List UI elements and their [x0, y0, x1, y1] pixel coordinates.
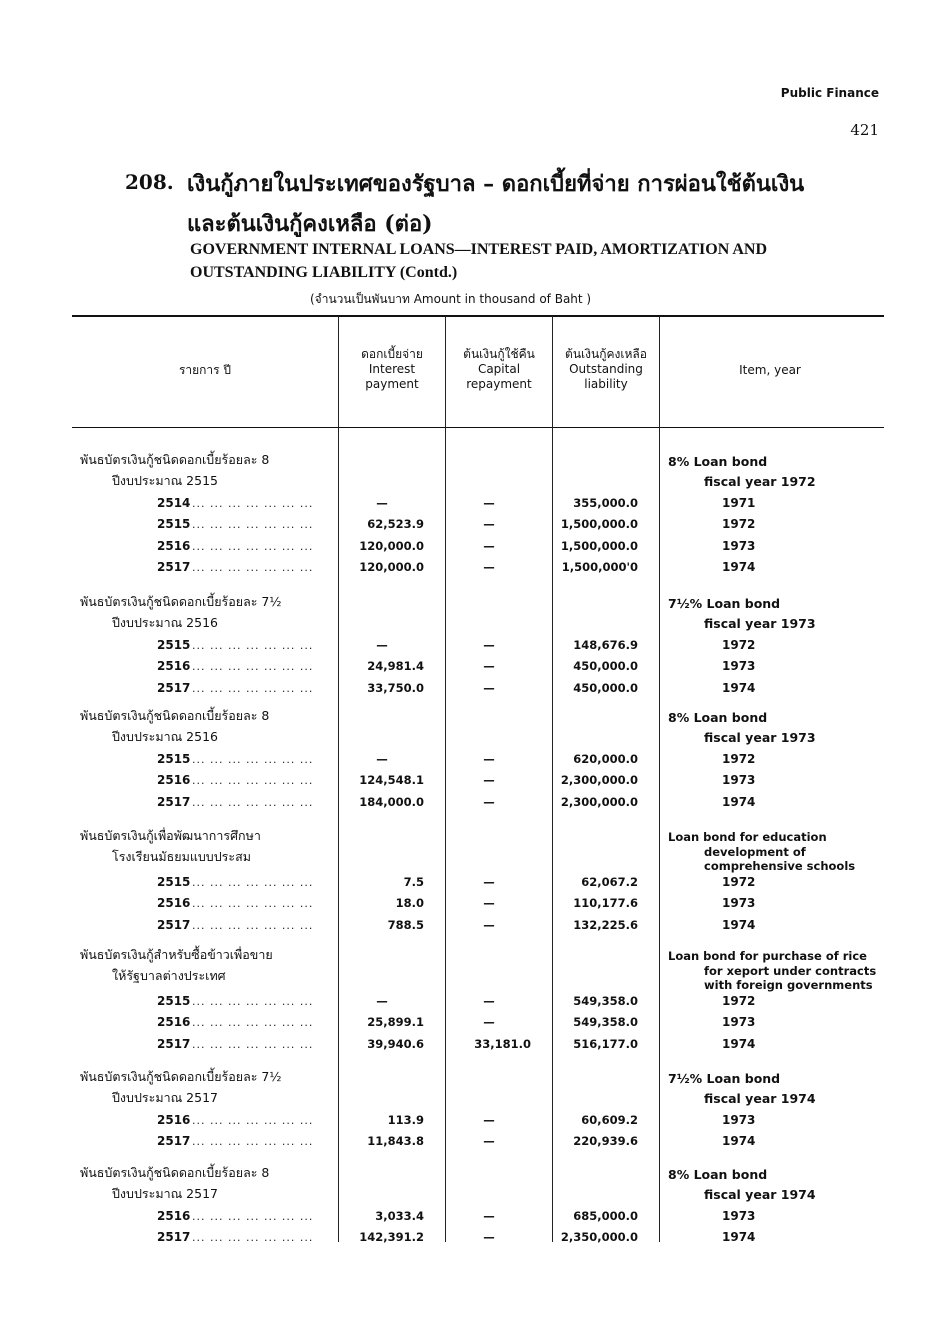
column-header-outstanding	[554, 347, 658, 392]
row-year-thai: 2515	[157, 875, 191, 889]
row-year-thai: 2517	[157, 559, 191, 574]
row-leader: ... ... ... ... ... ... ...	[192, 518, 314, 532]
group-label-thai: ปีงบประมาณ 2517	[112, 1090, 218, 1105]
row-year-thai: 2516	[157, 1209, 191, 1223]
outstanding-cell: 1,500,000.0	[560, 517, 638, 532]
row-year-thai: 2516	[157, 1113, 191, 1127]
group-label-thai: พันธบัตรเงินกู้ชนิดดอกเบี้ยร้อยละ 7½	[80, 594, 282, 609]
outstanding-cell: 2,350,000.0	[560, 1230, 638, 1245]
interest-cell: 24,981.4	[367, 659, 424, 674]
title-thai-line-2: และต้นเงินกู้คงเหลือ (ต่อ)	[187, 211, 433, 237]
group-label-thai: ปีงบประมาณ 2516	[112, 729, 218, 744]
header-line: Outstanding	[569, 362, 643, 376]
capital-cell: —	[483, 559, 495, 574]
capital-cell: —	[483, 875, 495, 889]
capital-cell: —	[483, 794, 495, 809]
capital-cell: —	[483, 917, 495, 932]
row-year-thai: 2516	[157, 1015, 191, 1030]
row-year-english: 1973	[722, 1015, 756, 1030]
group-label-thai: ปีงบประมาณ 2515	[112, 473, 218, 488]
row-leader: ... ... ... ... ... ... ...	[192, 1114, 314, 1127]
capital-cell: —	[483, 994, 495, 1008]
section-label: Public Finance	[780, 86, 879, 100]
capital-cell: —	[483, 680, 495, 695]
interest-cell: 25,899.1	[367, 1015, 424, 1030]
outstanding-cell: 62,067.2	[581, 875, 638, 889]
row-year-english: 1972	[722, 994, 756, 1008]
row-year-thai: 2517	[157, 1036, 191, 1051]
column-header-capital	[447, 347, 551, 392]
outstanding-cell: 620,000.0	[573, 752, 638, 766]
interest-cell: 7.5	[403, 875, 424, 889]
group-label-english: development of	[704, 844, 806, 859]
row-leader: ... ... ... ... ... ... ...	[192, 660, 314, 674]
row-year-english: 1974	[722, 1036, 756, 1051]
outstanding-cell: 1,500,000'0	[561, 559, 638, 574]
row-year-thai: 2515	[157, 752, 191, 766]
capital-cell: —	[483, 1209, 495, 1223]
row-leader: ... ... ... ... ... ... ...	[192, 497, 314, 510]
row-leader: ... ... ... ... ... ... ...	[192, 1135, 314, 1149]
row-year-english: 1973	[722, 1209, 756, 1223]
capital-cell: —	[483, 517, 495, 532]
row-year-english: 1973	[722, 896, 756, 911]
outstanding-cell: 148,676.9	[573, 638, 638, 652]
interest-cell: 11,843.8	[367, 1134, 424, 1149]
capital-cell: —	[483, 1015, 495, 1030]
row-year-english: 1973	[722, 773, 756, 788]
group-label-english: 7½% Loan bond	[668, 1071, 781, 1086]
row-year-thai: 2517	[157, 680, 191, 695]
interest-cell: 39,940.6	[367, 1036, 424, 1051]
row-leader: ... ... ... ... ... ... ...	[192, 539, 314, 553]
group-label-english: fiscal year 1974	[704, 1187, 816, 1202]
row-year-english: 1973	[722, 1113, 756, 1127]
group-label-english: fiscal year 1973	[704, 730, 816, 745]
interest-cell: 120,000.0	[359, 559, 424, 574]
row-year-english: 1971	[722, 496, 756, 510]
group-label-english: with foreign governments	[704, 978, 873, 992]
interest-cell: 62,523.9	[367, 517, 424, 532]
row-year-english: 1972	[722, 517, 756, 532]
row-leader: ... ... ... ... ... ... ...	[192, 560, 314, 574]
capital-cell: —	[483, 1134, 495, 1149]
header-line: ต้นเงินกู้คงเหลือ	[565, 347, 647, 361]
group-label-thai: โรงเรียนมัธยมแบบประสม	[112, 849, 251, 864]
capital-cell: —	[483, 496, 495, 510]
capital-cell: —	[483, 896, 495, 911]
row-year-thai: 2517	[157, 794, 191, 809]
group-label-english: Loan bond for education	[668, 830, 827, 844]
outstanding-cell: 516,177.0	[573, 1036, 638, 1051]
capital-cell: —	[483, 638, 495, 652]
outstanding-cell: 220,939.6	[573, 1134, 638, 1149]
group-label-english: 8% Loan bond	[668, 454, 768, 469]
row-year-english: 1974	[722, 680, 756, 695]
row-leader: ... ... ... ... ... ... ...	[192, 1210, 314, 1223]
interest-cell: 33,750.0	[367, 680, 424, 695]
row-leader: ... ... ... ... ... ... ...	[192, 1231, 314, 1245]
row-leader: ... ... ... ... ... ... ...	[192, 897, 314, 911]
row-year-english: 1973	[722, 538, 756, 553]
table-number: 208.	[125, 170, 174, 194]
group-label-english: 8% Loan bond	[668, 710, 768, 725]
row-year-english: 1974	[722, 1230, 756, 1245]
outstanding-cell: 355,000.0	[573, 496, 638, 510]
row-leader: ... ... ... ... ... ... ...	[192, 774, 314, 788]
capital-cell: —	[483, 1230, 495, 1245]
group-label-english: comprehensive schools	[704, 859, 856, 873]
row-leader: ... ... ... ... ... ... ...	[192, 1037, 314, 1051]
interest-cell: 124,548.1	[359, 773, 424, 788]
outstanding-cell: 60,609.2	[581, 1113, 638, 1127]
interest-cell: 113.9	[387, 1113, 424, 1127]
group-label-english: fiscal year 1974	[704, 1091, 816, 1106]
row-year-english: 1974	[722, 794, 756, 809]
table-top-rule	[72, 315, 884, 317]
row-year-english: 1972	[722, 752, 756, 766]
row-year-english: 1974	[722, 1134, 756, 1149]
interest-cell: 3,033.4	[375, 1209, 424, 1223]
row-year-thai: 2517	[157, 917, 191, 932]
outstanding-cell: 2,300,000.0	[560, 773, 638, 788]
group-label-thai: พันธบัตรเงินกู้ชนิดดอกเบี้ยร้อยละ 8	[80, 708, 270, 723]
outstanding-cell: 132,225.6	[573, 917, 638, 932]
row-year-thai: 2515	[157, 517, 191, 532]
capital-cell: —	[483, 1113, 495, 1127]
capital-cell: —	[483, 752, 495, 766]
interest-cell: 788.5	[387, 917, 424, 932]
outstanding-cell: 1,500,000.0	[560, 538, 638, 553]
column-divider	[338, 316, 339, 1242]
title-thai-line-1: เงินกู้ภายในประเทศของรัฐบาล – ดอกเบี้ยที่จ่าย การผ่อนใช้ต้นเงิน	[187, 171, 805, 197]
capital-cell: 33,181.0	[474, 1036, 531, 1051]
header-line: Capital	[477, 362, 521, 376]
outstanding-cell: 450,000.0	[573, 659, 638, 674]
interest-cell: 120,000.0	[359, 538, 424, 553]
row-year-english: 1972	[722, 638, 756, 652]
row-year-thai: 2516	[157, 659, 191, 674]
outstanding-cell: 549,358.0	[573, 994, 638, 1008]
row-leader: ... ... ... ... ... ... ...	[192, 995, 314, 1008]
group-label-english: Loan bond for purchase of rice	[668, 949, 867, 963]
group-label-english: 7½% Loan bond	[668, 596, 781, 611]
header-line: ดอกเบี้ยจ่าย	[361, 347, 423, 361]
row-year-english: 1974	[722, 559, 756, 574]
row-year-thai: 2517	[157, 1134, 191, 1149]
capital-cell: —	[483, 538, 495, 553]
row-leader: ... ... ... ... ... ... ...	[192, 1016, 314, 1030]
header-bottom-rule	[72, 427, 884, 428]
column-header-item-thai: รายการ ปี	[178, 363, 232, 377]
group-label-thai: พันธบัตรเงินกู้ชนิดดอกเบี้ยร้อยละ 7½	[80, 1069, 282, 1084]
group-label-english: fiscal year 1972	[704, 474, 816, 489]
header-line: liability	[584, 377, 628, 391]
interest-cell: 18.0	[395, 896, 424, 911]
group-label-thai: ให้รัฐบาลต่างประเทศ	[112, 968, 226, 983]
column-divider	[552, 316, 553, 1242]
outstanding-cell: 110,177.6	[573, 896, 638, 911]
row-year-thai: 2516	[157, 773, 191, 788]
header-line: Interest	[368, 362, 416, 376]
interest-cell: —	[376, 638, 388, 652]
group-label-thai: พันธบัตรเงินกู้สำหรับซื้อข้าวเพื่อขาย	[80, 947, 273, 962]
row-year-thai: 2515	[157, 638, 191, 652]
row-year-english: 1973	[722, 659, 756, 674]
group-label-thai: ปีงบประมาณ 2517	[112, 1186, 218, 1201]
group-label-thai: พันธบัตรเงินกู้ชนิดดอกเบี้ยร้อยละ 8	[80, 1165, 270, 1180]
group-label-english: fiscal year 1973	[704, 616, 816, 631]
row-year-thai: 2516	[157, 896, 191, 911]
row-leader: ... ... ... ... ... ... ...	[192, 681, 314, 695]
interest-cell: 142,391.2	[359, 1230, 424, 1245]
group-label-thai: ปีงบประมาณ 2516	[112, 615, 218, 630]
outstanding-cell: 549,358.0	[573, 1015, 638, 1030]
capital-cell: —	[483, 773, 495, 788]
row-leader: ... ... ... ... ... ... ...	[192, 876, 314, 889]
row-year-thai: 2514	[157, 496, 191, 510]
interest-cell: 184,000.0	[359, 794, 424, 809]
title-english-line-1: GOVERNMENT INTERNAL LOANS—INTEREST PAID, AMORTIZATION AND	[190, 241, 768, 258]
column-header-item-english: Item, year	[739, 363, 801, 377]
group-label-thai: พันธบัตรเงินกู้ชนิดดอกเบี้ยร้อยละ 8	[80, 452, 270, 467]
row-year-thai: 2517	[157, 1230, 191, 1245]
outstanding-cell: 685,000.0	[573, 1209, 638, 1223]
interest-cell: —	[376, 994, 388, 1008]
column-divider	[445, 316, 446, 1242]
row-leader: ... ... ... ... ... ... ...	[192, 795, 314, 809]
outstanding-cell: 450,000.0	[573, 680, 638, 695]
row-year-english: 1972	[722, 875, 756, 889]
unit-note: (จำนวนเป็นพันบาท Amount in thousand of Baht )	[310, 292, 592, 306]
row-year-thai: 2516	[157, 538, 191, 553]
row-leader: ... ... ... ... ... ... ...	[192, 918, 314, 932]
row-leader: ... ... ... ... ... ... ...	[192, 639, 314, 652]
outstanding-cell: 2,300,000.0	[560, 794, 638, 809]
title-english-line-2: OUTSTANDING LIABILITY (Contd.)	[190, 264, 458, 281]
capital-cell: —	[483, 659, 495, 674]
column-divider	[659, 316, 660, 1242]
row-year-thai: 2515	[157, 994, 191, 1008]
interest-cell: —	[376, 496, 388, 510]
column-header-interest	[340, 347, 444, 392]
header-line: payment	[365, 377, 419, 391]
group-label-thai: พันธบัตรเงินกู้เพื่อพัฒนาการศึกษา	[80, 828, 261, 843]
group-label-english: for xeport under contracts	[704, 963, 877, 978]
page-number: 421	[850, 121, 879, 139]
row-leader: ... ... ... ... ... ... ...	[192, 753, 314, 766]
header-line: ต้นเงินกู้ใช้คืน	[463, 347, 535, 361]
group-label-english: 8% Loan bond	[668, 1167, 768, 1182]
interest-cell: —	[376, 752, 388, 766]
row-year-english: 1974	[722, 917, 756, 932]
header-line: repayment	[466, 377, 532, 391]
